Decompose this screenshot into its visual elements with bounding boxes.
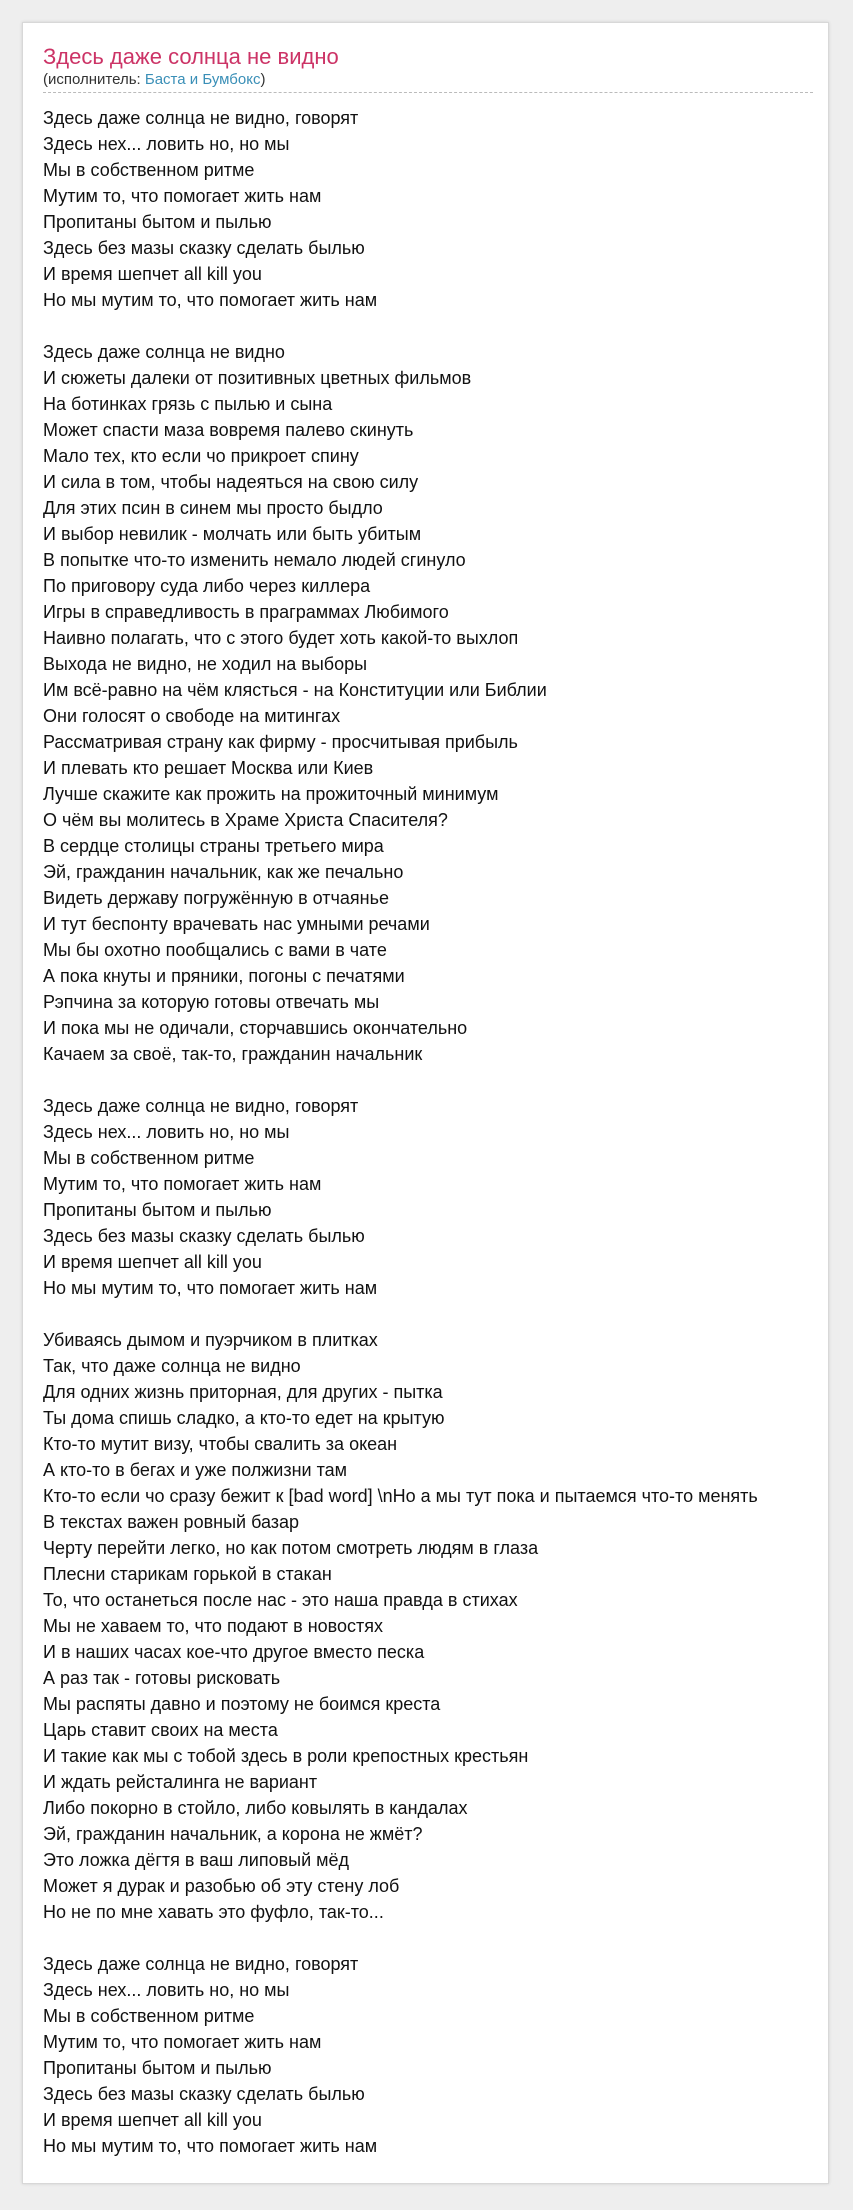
lyric-line: Мутим то, что помогает жить нам [43, 186, 322, 206]
lyric-line: О чём вы молитесь в Храме Христа Спасителя? [43, 810, 448, 830]
lyric-line: Здесь даже солнца не видно, говорят [43, 108, 359, 128]
lyric-line: А раз так - готовы рисковать [43, 1668, 281, 1688]
lyric-line: Пропитаны бытом и пылью [43, 1200, 272, 1220]
lyric-line: И в наших часах кое-что другое вместо песка [43, 1642, 425, 1662]
artist-prefix: (исполнитель: [43, 71, 145, 88]
lyric-line: Игры в справедливость в праграммах Любимого [43, 602, 449, 622]
lyric-line: Мы бы охотно пообщались с вами в чате [43, 940, 387, 960]
lyric-line: Здесь без мазы сказку сделать былью [43, 2084, 365, 2104]
lyric-line: Для этих псин в синем мы просто быдло [43, 498, 383, 518]
lyric-line: То, что останеться после нас - это наша правда в стихах [43, 1590, 518, 1610]
lyric-line: Но мы мутим то, что помогает жить нам [43, 2136, 378, 2156]
lyric-line: Наивно полагать, что с этого будет хоть какой-то выхлоп [43, 628, 519, 648]
lyric-line: Здесь даже солнца не видно, говорят [43, 1096, 359, 1116]
lyric-line: Мы не хаваем то, что подают в новостях [43, 1616, 384, 1636]
artist-link[interactable]: Баста и Бумбокс [144, 71, 261, 88]
lyric-line: И сюжеты далеки от позитивных цветных фильмов [43, 368, 472, 388]
artist-line [43, 71, 813, 93]
lyric-line: Видеть державу погружённую в отчаянье [43, 888, 389, 908]
lyric-line: И такие как мы с тобой здесь в роли крепостных крестьян [43, 1746, 529, 1766]
lyric-line: Убиваясь дымом и пуэрчиком в плитках [43, 1330, 378, 1350]
lyric-line: Мы в собственном ритме [43, 2006, 255, 2026]
artist-suffix: ) [260, 71, 266, 88]
lyric-line: Эй, гражданин начальник, а корона не жмёт? [43, 1824, 423, 1844]
lyric-line: Плесни старикам горькой в стакан [43, 1564, 332, 1584]
stanza-break [43, 1925, 808, 1951]
lyric-line: Но мы мутим то, что помогает жить нам [43, 290, 378, 310]
lyric-line: Качаем за своё, так-то, гражданин начальник [43, 1044, 423, 1064]
lyric-line: Здесь нех... ловить но, но мы [43, 1980, 290, 2000]
song-title: Здесь даже солнца не видно [43, 44, 339, 69]
lyric-line: Так, что даже солнца не видно [43, 1356, 301, 1376]
lyric-line: И время шепчет all kill you [43, 2110, 262, 2130]
lyric-line: Для одних жизнь приторная, для других - пытка [43, 1382, 443, 1402]
lyric-line: Мы в собственном ритме [43, 1148, 255, 1168]
lyric-line: На ботинках грязь с пылью и сына [43, 394, 333, 414]
lyric-line: Ты дома спишь сладко, а кто-то едет на крытую [43, 1408, 445, 1428]
stanza-break [43, 313, 808, 339]
lyric-line: Черту перейти легко, но как потом смотреть людям в глаза [43, 1538, 539, 1558]
lyric-line: Может спасти маза вовремя палево скинуть [43, 420, 414, 440]
lyric-line: Они голосят о свободе на митингах [43, 706, 341, 726]
lyric-line: А пока кнуты и пряники, погоны с печатями [43, 966, 405, 986]
stanza-break [43, 1301, 808, 1327]
lyric-line: Здесь без мазы сказку сделать былью [43, 1226, 365, 1246]
lyric-line: По приговору суда либо через киллера [43, 576, 371, 596]
lyric-line: Рэпчина за которую готовы отвечать мы [43, 992, 380, 1012]
lyric-line: Выхода не видно, не ходил на выборы [43, 654, 368, 674]
lyric-line: И пока мы не одичали, сторчавшись окончательно [43, 1018, 468, 1038]
lyrics-text [43, 105, 808, 2159]
lyric-line: Лучше скажите как прожить на прожиточный минимум [43, 784, 499, 804]
lyric-line: И сила в том, чтобы надеяться на свою силу [43, 472, 419, 492]
lyric-line: И время шепчет all kill you [43, 1252, 262, 1272]
lyric-line: И выбор невилик - молчать или быть убитым [43, 524, 422, 544]
lyric-line: И плевать кто решает Москва или Киев [43, 758, 374, 778]
lyric-line: В сердце столицы страны третьего мира [43, 836, 384, 856]
lyrics-content [23, 23, 828, 2159]
lyric-line: И ждать рейсталинга не вариант [43, 1772, 318, 1792]
lyrics-card [22, 22, 829, 2184]
lyric-line: Здесь даже солнца не видно, говорят [43, 1954, 359, 1974]
lyric-line: А кто-то в бегах и уже полжизни там [43, 1460, 347, 1480]
lyric-line: В попытке что-то изменить немало людей сгинуло [43, 550, 466, 570]
stanza-break [43, 1067, 808, 1093]
lyric-line: Мутим то, что помогает жить нам [43, 1174, 322, 1194]
lyric-line: Мутим то, что помогает жить нам [43, 2032, 322, 2052]
lyric-line: Мы в собственном ритме [43, 160, 255, 180]
lyric-line: Здесь даже солнца не видно [43, 342, 285, 362]
lyric-line: Здесь нех... ловить но, но мы [43, 1122, 290, 1142]
lyric-line: Кто-то мутит визу, чтобы свалить за океан [43, 1434, 398, 1454]
lyric-line: Мы распяты давно и поэтому не боимся креста [43, 1694, 441, 1714]
lyric-line: Пропитаны бытом и пылью [43, 2058, 272, 2078]
lyric-line: Либо покорно в стойло, либо ковылять в кандалах [43, 1798, 468, 1818]
lyric-line: И тут беспонту врачевать нас умными речами [43, 914, 430, 934]
lyric-line: Это ложка дёгтя в ваш липовый мёд [43, 1850, 350, 1870]
lyric-line: Царь ставит своих на места [43, 1720, 278, 1740]
lyric-line: В текстах важен ровный базар [43, 1512, 300, 1532]
lyric-line: Может я дурак и разобью об эту стену лоб [43, 1876, 400, 1896]
lyric-line: И время шепчет all kill you [43, 264, 262, 284]
lyric-line: Им всё-равно на чём клясться - на Конституции или Библии [43, 680, 547, 700]
lyric-line: Здесь без мазы сказку сделать былью [43, 238, 365, 258]
lyric-line: Пропитаны бытом и пылью [43, 212, 272, 232]
lyric-line: Эй, гражданин начальник, как же печально [43, 862, 404, 882]
lyric-line: Здесь нех... ловить но, но мы [43, 134, 290, 154]
lyric-line: Рассматривая страну как фирму - просчитывая прибыль [43, 732, 518, 752]
lyric-line: Мало тех, кто если чо прикроет спину [43, 446, 359, 466]
lyric-line: Но не по мне хавать это фуфло, так-то... [43, 1902, 384, 1922]
lyric-line: Кто-то если чо сразу бежит к [bad word] \nНо а мы тут пока и пытаемся что-то менять [43, 1486, 758, 1506]
lyric-line: Но мы мутим то, что помогает жить нам [43, 1278, 378, 1298]
